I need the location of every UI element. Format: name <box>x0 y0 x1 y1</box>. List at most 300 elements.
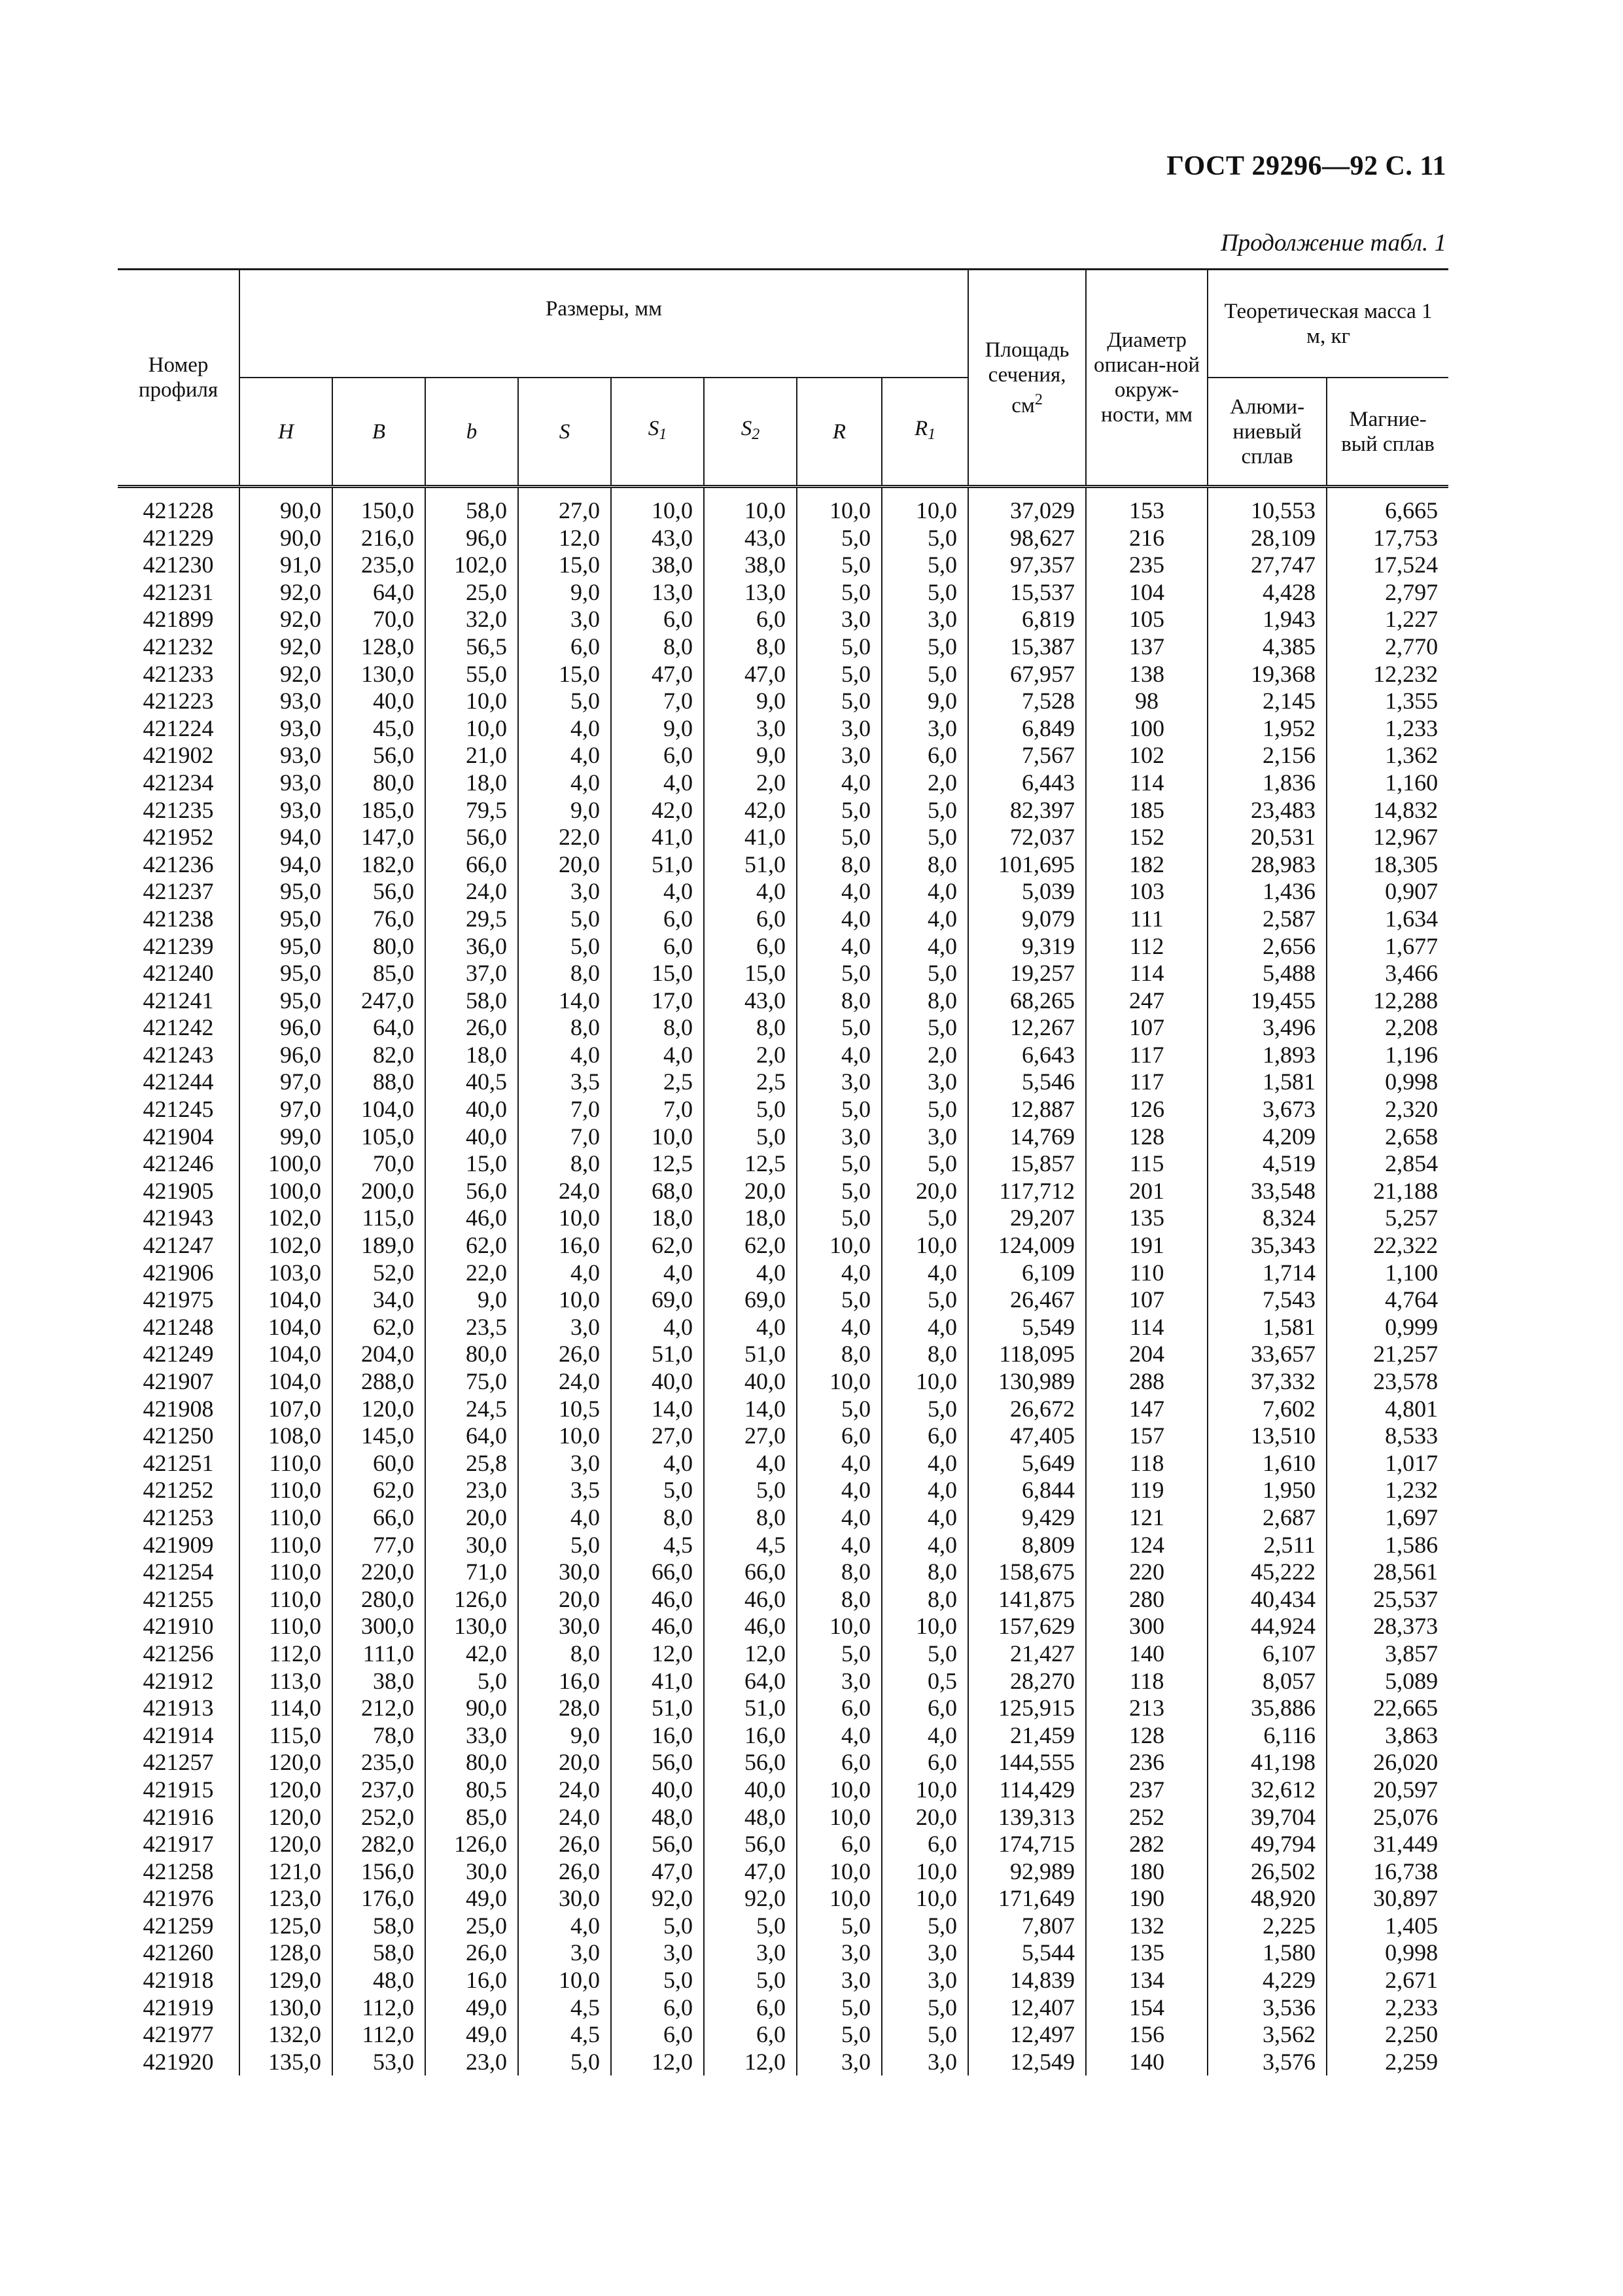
cell-profile-number: 421899 <box>118 606 239 633</box>
header-R: R <box>797 378 882 487</box>
cell-S1: 46,0 <box>611 1613 704 1640</box>
cell-R: 10,0 <box>797 1885 882 1913</box>
header-S1 <box>611 378 704 487</box>
cell-area: 26,672 <box>968 1396 1086 1423</box>
cell-circle-diameter: 107 <box>1086 1286 1208 1314</box>
cell-area: 125,915 <box>968 1695 1086 1722</box>
table-row <box>118 1831 1448 1858</box>
cell-S: 3,0 <box>518 1314 611 1341</box>
cell-R: 4,0 <box>797 1477 882 1504</box>
cell-area: 171,649 <box>968 1885 1086 1913</box>
cell-H: 115,0 <box>239 1722 332 1750</box>
cell-circle-diameter: 247 <box>1086 987 1208 1015</box>
table-row <box>118 1477 1448 1504</box>
cell-R: 5,0 <box>797 1014 882 1042</box>
cell-mass-aluminium: 2,656 <box>1208 933 1327 961</box>
cell-R1: 5,0 <box>882 1286 968 1314</box>
cell-R1: 5,0 <box>882 1640 968 1668</box>
cell-B: 145,0 <box>332 1422 425 1450</box>
cell-B: 112,0 <box>332 1994 425 2022</box>
cell-B: 288,0 <box>332 1368 425 1396</box>
cell-S1: 15,0 <box>611 960 704 987</box>
cell-mass-aluminium: 28,109 <box>1208 525 1327 552</box>
cell-R1: 3,0 <box>882 715 968 743</box>
cell-profile-number: 421242 <box>118 1014 239 1042</box>
cell-S: 4,0 <box>518 1260 611 1287</box>
cell-S: 3,0 <box>518 1939 611 1967</box>
cell-b: 36,0 <box>425 933 518 961</box>
cell-S1: 47,0 <box>611 1858 704 1886</box>
cell-mass-magnesium: 0,907 <box>1327 878 1448 906</box>
table-row <box>118 1613 1448 1640</box>
cell-circle-diameter: 119 <box>1086 1477 1208 1504</box>
cell-circle-diameter: 115 <box>1086 1150 1208 1178</box>
cell-B: 220,0 <box>332 1559 425 1586</box>
table-row <box>118 1586 1448 1614</box>
cell-circle-diameter: 152 <box>1086 824 1208 851</box>
cell-mass-aluminium: 3,496 <box>1208 1014 1327 1042</box>
cell-B: 38,0 <box>332 1668 425 1695</box>
cell-S1: 56,0 <box>611 1749 704 1776</box>
cell-circle-diameter: 204 <box>1086 1341 1208 1368</box>
cell-B: 53,0 <box>332 2049 425 2076</box>
cell-S1: 48,0 <box>611 1804 704 1831</box>
cell-profile-number: 421906 <box>118 1260 239 1287</box>
cell-area: 72,037 <box>968 824 1086 851</box>
cell-B: 156,0 <box>332 1858 425 1886</box>
cell-circle-diameter: 117 <box>1086 1069 1208 1096</box>
cell-b: 15,0 <box>425 1150 518 1178</box>
cell-mass-magnesium: 1,227 <box>1327 606 1448 633</box>
cell-circle-diameter: 132 <box>1086 1913 1208 1940</box>
table-row <box>118 2049 1448 2076</box>
cell-area: 174,715 <box>968 1831 1086 1858</box>
cell-profile-number: 421224 <box>118 715 239 743</box>
cell-S1: 68,0 <box>611 1178 704 1205</box>
cell-b: 30,0 <box>425 1532 518 1559</box>
cell-S: 8,0 <box>518 960 611 987</box>
cell-B: 85,0 <box>332 960 425 987</box>
cell-H: 107,0 <box>239 1396 332 1423</box>
cell-profile-number: 421245 <box>118 1096 239 1123</box>
cell-S1: 51,0 <box>611 1695 704 1722</box>
cell-R1: 9,0 <box>882 688 968 715</box>
cell-S: 5,0 <box>518 2049 611 2076</box>
cell-b: 24,0 <box>425 878 518 906</box>
cell-R1: 6,0 <box>882 742 968 769</box>
cell-H: 110,0 <box>239 1559 332 1586</box>
cell-S2: 14,0 <box>704 1396 797 1423</box>
cell-mass-aluminium: 1,580 <box>1208 1939 1327 1967</box>
cell-H: 110,0 <box>239 1613 332 1640</box>
cell-profile-number: 421917 <box>118 1831 239 1858</box>
cell-H: 113,0 <box>239 1668 332 1695</box>
cell-H: 96,0 <box>239 1042 332 1069</box>
cell-R1: 5,0 <box>882 1150 968 1178</box>
cell-R1: 10,0 <box>882 487 968 525</box>
cell-S: 20,0 <box>518 851 611 879</box>
cell-H: 92,0 <box>239 606 332 633</box>
cell-area: 5,549 <box>968 1314 1086 1341</box>
cell-H: 100,0 <box>239 1178 332 1205</box>
cell-profile-number: 421255 <box>118 1586 239 1614</box>
cell-mass-magnesium: 1,233 <box>1327 715 1448 743</box>
cell-S2: 20,0 <box>704 1178 797 1205</box>
cell-S1: 4,0 <box>611 1042 704 1069</box>
cell-b: 25,0 <box>425 1913 518 1940</box>
cell-S2: 69,0 <box>704 1286 797 1314</box>
cell-B: 78,0 <box>332 1722 425 1750</box>
cell-R: 4,0 <box>797 769 882 797</box>
cell-R: 3,0 <box>797 1123 882 1151</box>
cell-circle-diameter: 128 <box>1086 1722 1208 1750</box>
cell-mass-aluminium: 1,610 <box>1208 1450 1327 1477</box>
cell-B: 70,0 <box>332 606 425 633</box>
cell-S: 3,5 <box>518 1069 611 1096</box>
cell-R: 5,0 <box>797 1178 882 1205</box>
cell-mass-magnesium: 4,801 <box>1327 1396 1448 1423</box>
cell-b: 10,0 <box>425 688 518 715</box>
cell-area: 37,029 <box>968 487 1086 525</box>
cell-B: 120,0 <box>332 1396 425 1423</box>
cell-b: 30,0 <box>425 1858 518 1886</box>
cell-S: 10,0 <box>518 1286 611 1314</box>
header-S2-sub: 2 <box>752 426 760 443</box>
cell-S2: 51,0 <box>704 1341 797 1368</box>
cell-mass-magnesium: 22,665 <box>1327 1695 1448 1722</box>
cell-mass-aluminium: 13,510 <box>1208 1422 1327 1450</box>
cell-B: 58,0 <box>332 1939 425 1967</box>
cell-circle-diameter: 107 <box>1086 1014 1208 1042</box>
table-row <box>118 1776 1448 1804</box>
cell-R1: 4,0 <box>882 1504 968 1532</box>
cell-S1: 40,0 <box>611 1776 704 1804</box>
cell-mass-aluminium: 4,209 <box>1208 1123 1327 1151</box>
cell-profile-number: 421233 <box>118 661 239 688</box>
cell-S: 4,0 <box>518 1042 611 1069</box>
cell-profile-number: 421952 <box>118 824 239 851</box>
cell-R: 6,0 <box>797 1749 882 1776</box>
cell-S1: 17,0 <box>611 987 704 1015</box>
cell-S1: 56,0 <box>611 1831 704 1858</box>
cell-S1: 6,0 <box>611 606 704 633</box>
cell-B: 82,0 <box>332 1042 425 1069</box>
cell-S1: 6,0 <box>611 906 704 933</box>
cell-mass-magnesium: 1,017 <box>1327 1450 1448 1477</box>
cell-b: 25,8 <box>425 1450 518 1477</box>
cell-S: 5,0 <box>518 1532 611 1559</box>
cell-R: 8,0 <box>797 851 882 879</box>
header-B: B <box>332 378 425 487</box>
table-row <box>118 1260 1448 1287</box>
cell-S1: 8,0 <box>611 1014 704 1042</box>
cell-circle-diameter: 104 <box>1086 579 1208 607</box>
cell-profile-number: 421259 <box>118 1913 239 1940</box>
cell-mass-aluminium: 2,587 <box>1208 906 1327 933</box>
cell-S1: 41,0 <box>611 1668 704 1695</box>
cell-S1: 16,0 <box>611 1722 704 1750</box>
cell-B: 66,0 <box>332 1504 425 1532</box>
cell-area: 97,357 <box>968 552 1086 579</box>
cell-R1: 0,5 <box>882 1668 968 1695</box>
cell-R: 5,0 <box>797 960 882 987</box>
cell-circle-diameter: 134 <box>1086 1967 1208 1994</box>
cell-profile-number: 421904 <box>118 1123 239 1151</box>
table-row <box>118 606 1448 633</box>
cell-H: 135,0 <box>239 2049 332 2076</box>
cell-B: 300,0 <box>332 1613 425 1640</box>
cell-mass-magnesium: 1,697 <box>1327 1504 1448 1532</box>
cell-B: 128,0 <box>332 633 425 661</box>
cell-S: 15,0 <box>518 552 611 579</box>
cell-area: 82,397 <box>968 797 1086 824</box>
cell-S2: 56,0 <box>704 1831 797 1858</box>
cell-R: 6,0 <box>797 1831 882 1858</box>
cell-profile-number: 421235 <box>118 797 239 824</box>
header-area <box>968 270 1086 487</box>
cell-B: 56,0 <box>332 742 425 769</box>
cell-mass-aluminium: 2,145 <box>1208 688 1327 715</box>
cell-R: 5,0 <box>797 1640 882 1668</box>
table-row <box>118 1967 1448 1994</box>
cell-S1: 9,0 <box>611 715 704 743</box>
cell-mass-magnesium: 31,449 <box>1327 1831 1448 1858</box>
cell-R: 3,0 <box>797 742 882 769</box>
cell-S2: 8,0 <box>704 1504 797 1532</box>
header-dimensions: Размеры, мм <box>239 270 968 378</box>
cell-R: 10,0 <box>797 1776 882 1804</box>
cell-circle-diameter: 288 <box>1086 1368 1208 1396</box>
cell-H: 120,0 <box>239 1831 332 1858</box>
table-row <box>118 1885 1448 1913</box>
cell-R1: 6,0 <box>882 1749 968 1776</box>
cell-area: 6,819 <box>968 606 1086 633</box>
cell-S: 30,0 <box>518 1613 611 1640</box>
cell-b: 18,0 <box>425 1042 518 1069</box>
cell-R: 5,0 <box>797 579 882 607</box>
cell-mass-aluminium: 19,455 <box>1208 987 1327 1015</box>
cell-S: 4,0 <box>518 769 611 797</box>
cell-b: 58,0 <box>425 487 518 525</box>
cell-b: 40,0 <box>425 1096 518 1123</box>
cell-B: 56,0 <box>332 878 425 906</box>
cell-mass-aluminium: 8,057 <box>1208 1668 1327 1695</box>
cell-circle-diameter: 220 <box>1086 1559 1208 1586</box>
cell-S: 5,0 <box>518 688 611 715</box>
cell-S1: 5,0 <box>611 1913 704 1940</box>
cell-H: 132,0 <box>239 2021 332 2049</box>
table-row <box>118 1314 1448 1341</box>
cell-circle-diameter: 135 <box>1086 1939 1208 1967</box>
table-row <box>118 851 1448 879</box>
cell-mass-aluminium: 2,225 <box>1208 1913 1327 1940</box>
cell-profile-number: 421913 <box>118 1695 239 1722</box>
cell-S2: 64,0 <box>704 1668 797 1695</box>
cell-R1: 3,0 <box>882 1069 968 1096</box>
cell-R: 5,0 <box>797 1096 882 1123</box>
cell-b: 79,5 <box>425 797 518 824</box>
cell-S2: 4,0 <box>704 1260 797 1287</box>
cell-R: 4,0 <box>797 933 882 961</box>
cell-H: 102,0 <box>239 1232 332 1260</box>
cell-B: 34,0 <box>332 1286 425 1314</box>
profiles-table <box>118 268 1448 2075</box>
cell-R1: 10,0 <box>882 1776 968 1804</box>
header-S2 <box>704 378 797 487</box>
cell-mass-aluminium: 2,156 <box>1208 742 1327 769</box>
cell-R1: 4,0 <box>882 1450 968 1477</box>
header-R1-sub: 1 <box>928 426 936 443</box>
cell-R: 10,0 <box>797 1368 882 1396</box>
cell-R1: 4,0 <box>882 933 968 961</box>
cell-R: 3,0 <box>797 1967 882 1994</box>
table-continuation-label: Продолжение табл. 1 <box>1220 230 1446 256</box>
cell-area: 14,839 <box>968 1967 1086 1994</box>
cell-b: 10,0 <box>425 715 518 743</box>
table-row <box>118 1232 1448 1260</box>
cell-S: 20,0 <box>518 1749 611 1776</box>
cell-b: 40,5 <box>425 1069 518 1096</box>
cell-S: 24,0 <box>518 1804 611 1831</box>
cell-area: 5,649 <box>968 1450 1086 1477</box>
cell-S: 9,0 <box>518 579 611 607</box>
cell-mass-aluminium: 32,612 <box>1208 1776 1327 1804</box>
cell-H: 90,0 <box>239 525 332 552</box>
cell-H: 93,0 <box>239 797 332 824</box>
cell-S: 10,0 <box>518 1967 611 1994</box>
header-R1 <box>882 378 968 487</box>
cell-S: 7,0 <box>518 1096 611 1123</box>
cell-mass-magnesium: 22,322 <box>1327 1232 1448 1260</box>
cell-R: 3,0 <box>797 1939 882 1967</box>
table-row <box>118 1205 1448 1232</box>
cell-area: 139,313 <box>968 1804 1086 1831</box>
cell-profile-number: 421908 <box>118 1396 239 1423</box>
cell-mass-aluminium: 1,714 <box>1208 1260 1327 1287</box>
table-row <box>118 688 1448 715</box>
cell-mass-aluminium: 37,332 <box>1208 1368 1327 1396</box>
cell-profile-number: 421258 <box>118 1858 239 1886</box>
header-S1-sub: 1 <box>659 426 667 443</box>
cell-S1: 4,0 <box>611 878 704 906</box>
cell-H: 94,0 <box>239 851 332 879</box>
cell-area: 15,537 <box>968 579 1086 607</box>
cell-profile-number: 421229 <box>118 525 239 552</box>
cell-S2: 38,0 <box>704 552 797 579</box>
cell-S1: 18,0 <box>611 1205 704 1232</box>
cell-S2: 9,0 <box>704 742 797 769</box>
table-row <box>118 1096 1448 1123</box>
table-row <box>118 1994 1448 2022</box>
cell-H: 95,0 <box>239 906 332 933</box>
cell-profile-number: 421905 <box>118 1178 239 1205</box>
cell-b: 102,0 <box>425 552 518 579</box>
table-row <box>118 1749 1448 1776</box>
table-row <box>118 906 1448 933</box>
cell-circle-diameter: 126 <box>1086 1096 1208 1123</box>
cell-B: 48,0 <box>332 1967 425 1994</box>
cell-mass-magnesium: 17,753 <box>1327 525 1448 552</box>
cell-H: 93,0 <box>239 688 332 715</box>
cell-R: 10,0 <box>797 487 882 525</box>
cell-R: 6,0 <box>797 1422 882 1450</box>
cell-b: 23,0 <box>425 2049 518 2076</box>
cell-mass-aluminium: 1,950 <box>1208 1477 1327 1504</box>
cell-B: 111,0 <box>332 1640 425 1668</box>
cell-S1: 8,0 <box>611 1504 704 1532</box>
table-row <box>118 715 1448 743</box>
cell-R1: 8,0 <box>882 1586 968 1614</box>
cell-b: 71,0 <box>425 1559 518 1586</box>
cell-mass-magnesium: 1,362 <box>1327 742 1448 769</box>
cell-S1: 3,0 <box>611 1939 704 1967</box>
cell-H: 97,0 <box>239 1096 332 1123</box>
cell-mass-magnesium: 16,738 <box>1327 1858 1448 1886</box>
cell-S2: 6,0 <box>704 1994 797 2022</box>
cell-H: 104,0 <box>239 1314 332 1341</box>
cell-mass-magnesium: 2,658 <box>1327 1123 1448 1151</box>
cell-S1: 12,0 <box>611 2049 704 2076</box>
cell-R: 5,0 <box>797 633 882 661</box>
cell-mass-magnesium: 8,533 <box>1327 1422 1448 1450</box>
cell-R1: 20,0 <box>882 1804 968 1831</box>
cell-B: 212,0 <box>332 1695 425 1722</box>
cell-B: 115,0 <box>332 1205 425 1232</box>
cell-mass-aluminium: 2,511 <box>1208 1532 1327 1559</box>
cell-S: 28,0 <box>518 1695 611 1722</box>
cell-R1: 4,0 <box>882 1722 968 1750</box>
cell-area: 7,567 <box>968 742 1086 769</box>
cell-S2: 15,0 <box>704 960 797 987</box>
cell-S2: 66,0 <box>704 1559 797 1586</box>
cell-B: 88,0 <box>332 1069 425 1096</box>
cell-H: 104,0 <box>239 1286 332 1314</box>
cell-S: 20,0 <box>518 1586 611 1614</box>
cell-B: 216,0 <box>332 525 425 552</box>
cell-R: 10,0 <box>797 1804 882 1831</box>
cell-b: 80,5 <box>425 1776 518 1804</box>
cell-H: 121,0 <box>239 1858 332 1886</box>
cell-profile-number: 421253 <box>118 1504 239 1532</box>
cell-circle-diameter: 156 <box>1086 2021 1208 2049</box>
cell-area: 9,429 <box>968 1504 1086 1532</box>
cell-mass-aluminium: 8,324 <box>1208 1205 1327 1232</box>
cell-S2: 12,0 <box>704 2049 797 2076</box>
cell-S1: 4,0 <box>611 1314 704 1341</box>
table-row <box>118 1396 1448 1423</box>
table-row <box>118 878 1448 906</box>
cell-H: 97,0 <box>239 1069 332 1096</box>
cell-S2: 4,0 <box>704 878 797 906</box>
cell-profile-number: 421909 <box>118 1532 239 1559</box>
cell-S2: 8,0 <box>704 633 797 661</box>
cell-area: 47,405 <box>968 1422 1086 1450</box>
cell-R: 5,0 <box>797 525 882 552</box>
cell-circle-diameter: 235 <box>1086 552 1208 579</box>
cell-S: 9,0 <box>518 1722 611 1750</box>
cell-S2: 41,0 <box>704 824 797 851</box>
cell-S: 7,0 <box>518 1123 611 1151</box>
cell-mass-aluminium: 6,116 <box>1208 1722 1327 1750</box>
cell-R: 3,0 <box>797 1069 882 1096</box>
cell-mass-magnesium: 12,288 <box>1327 987 1448 1015</box>
cell-profile-number: 421943 <box>118 1205 239 1232</box>
cell-H: 129,0 <box>239 1967 332 1994</box>
cell-S: 10,5 <box>518 1396 611 1423</box>
cell-mass-magnesium: 3,857 <box>1327 1640 1448 1668</box>
cell-mass-aluminium: 2,687 <box>1208 1504 1327 1532</box>
cell-mass-magnesium: 30,897 <box>1327 1885 1448 1913</box>
